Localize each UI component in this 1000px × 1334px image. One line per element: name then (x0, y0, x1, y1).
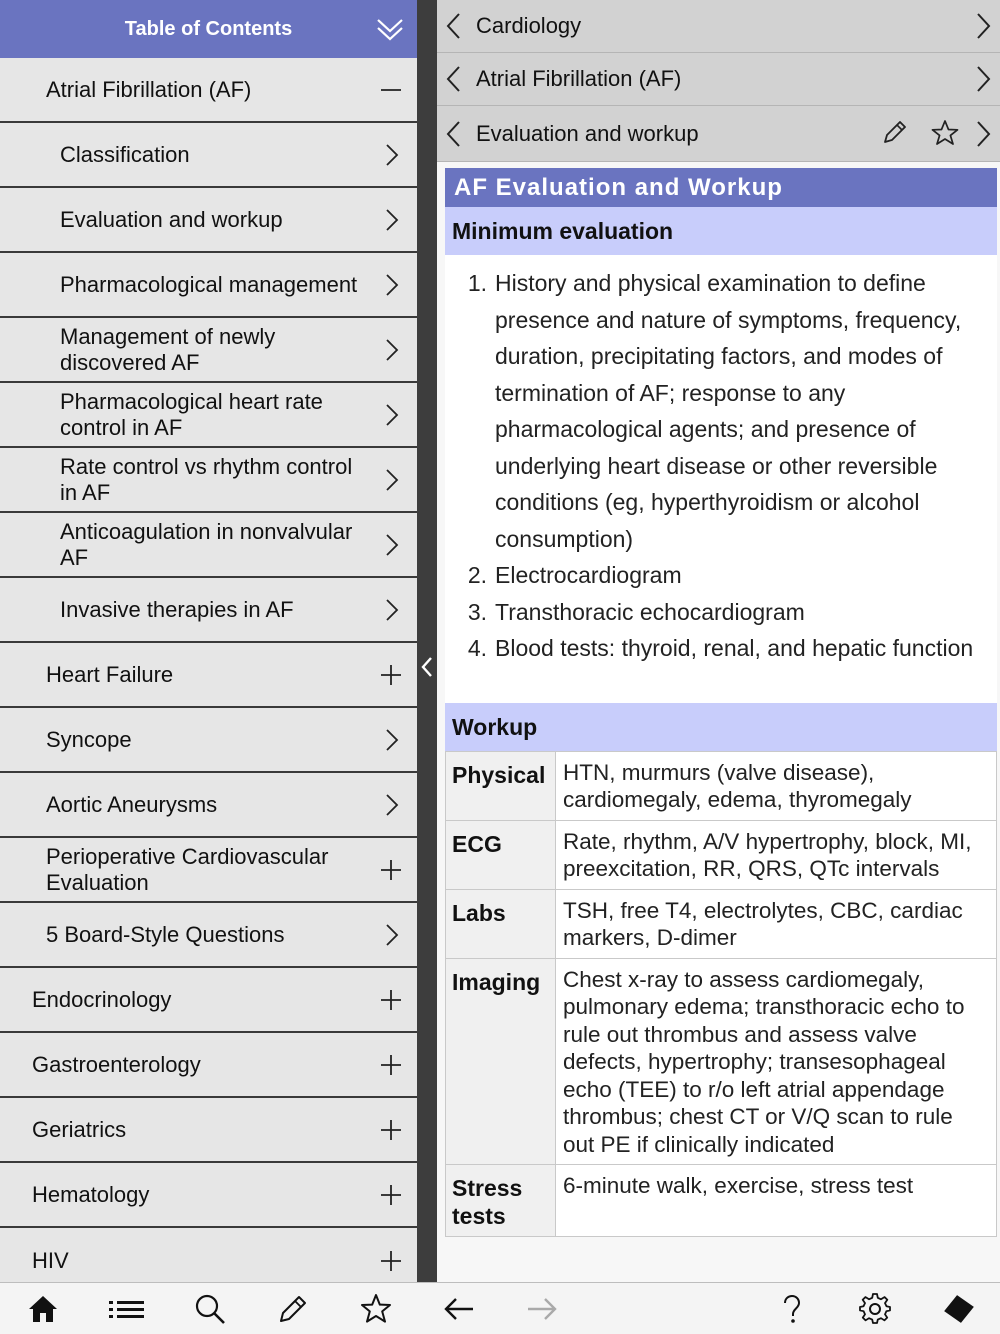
toc-item-perioperative-evaluation[interactable] (0, 838, 417, 903)
chevron-right-icon (379, 403, 403, 427)
pencil-icon[interactable] (880, 119, 908, 147)
toc-item-aortic-aneurysms[interactable] (0, 773, 417, 838)
chevron-left-icon[interactable] (420, 656, 434, 678)
chevron-right-icon (379, 468, 403, 492)
table-row (446, 820, 997, 889)
plus-icon[interactable] (379, 858, 403, 882)
breadcrumb-cardiology[interactable] (437, 0, 1000, 53)
plus-icon[interactable] (379, 1183, 403, 1207)
chevron-right-icon[interactable] (972, 120, 994, 148)
table-row (446, 1165, 997, 1237)
toc-item-endocrinology[interactable] (0, 968, 417, 1033)
plus-icon[interactable] (379, 988, 403, 1012)
list-item (455, 265, 989, 557)
toc-header (0, 0, 417, 58)
section-heading-minimum-evaluation: Minimum evaluation (445, 207, 997, 255)
toc-item-evaluation-and-workup[interactable] (0, 188, 417, 253)
toc-item-hiv[interactable] (0, 1228, 417, 1282)
chevron-right-icon (379, 598, 403, 622)
toc-item-label: Gastroenterology (32, 1051, 201, 1077)
diamond-icon[interactable] (942, 1293, 976, 1325)
breadcrumb-label: Evaluation and workup (476, 120, 699, 146)
home-icon[interactable] (27, 1293, 59, 1325)
chevron-right-icon (379, 338, 403, 362)
minimum-evaluation-list (445, 255, 997, 681)
star-icon[interactable] (360, 1293, 392, 1325)
toc-item-label: Aortic Aneurysms (46, 791, 218, 817)
toc-item-label: 5 Board-Style Questions (46, 921, 285, 947)
pane-divider[interactable] (417, 0, 437, 1282)
toc-item-heart-rate-control[interactable] (0, 383, 417, 448)
breadcrumb-evaluation-and-workup[interactable] (437, 106, 1000, 162)
list-text: Transthoracic echocardiogram (495, 598, 805, 625)
workup-value: Chest x-ray to assess cardiomegaly, pulmonary edema; transthoracic echo to rule out thrombus and assess valve defects, hypertrophy; transesophageal echo (TEE) to r/o left atrial appendage thrombus; chest CT or V/Q scan to rule out PE if clinically indicated (556, 958, 997, 1165)
star-icon[interactable] (930, 118, 960, 148)
gear-icon[interactable] (859, 1293, 891, 1325)
workup-key: Labs (446, 889, 556, 958)
workup-value: 6-minute walk, exercise, stress test (556, 1165, 997, 1237)
toc-item-label: Evaluation and workup (60, 206, 283, 232)
plus-icon[interactable] (379, 1249, 403, 1273)
toc-item-anticoagulation[interactable] (0, 513, 417, 578)
toc-title: Table of Contents (124, 17, 293, 40)
list-icon[interactable] (108, 1293, 146, 1325)
workup-key: Imaging (446, 958, 556, 1165)
toc-item-label: Syncope (46, 726, 132, 752)
toc-item-label: Hematology (32, 1181, 150, 1207)
toc-item-atrial-fibrillation[interactable] (0, 58, 417, 123)
table-row (446, 751, 997, 820)
back-arrow-icon[interactable] (443, 1293, 475, 1325)
toc-item-geriatrics[interactable] (0, 1098, 417, 1163)
article (445, 168, 997, 1237)
toc-item-heart-failure[interactable] (0, 643, 417, 708)
list-number: 2. (467, 562, 487, 588)
chevron-right-icon (379, 143, 403, 167)
toc-item-label: Perioperative Cardiovascular Evaluation (46, 843, 329, 895)
workup-value: TSH, free T4, electrolytes, CBC, cardiac markers, D-dimer (556, 889, 997, 958)
workup-key: ECG (446, 820, 556, 889)
toc-item-management-newly-discovered-af[interactable] (0, 318, 417, 383)
chevron-right-icon (379, 728, 403, 752)
pencil-icon[interactable] (277, 1293, 309, 1325)
toc-item-label: Invasive therapies in AF (60, 596, 294, 622)
list-item (455, 630, 989, 667)
toc-item-label: Classification (60, 141, 190, 167)
chevron-left-icon[interactable] (443, 12, 465, 40)
workup-table (445, 751, 997, 1238)
chevron-right-icon (379, 923, 403, 947)
workup-key: Stress tests (446, 1165, 556, 1237)
toc-item-label: Endocrinology (32, 986, 172, 1012)
plus-icon[interactable] (379, 1053, 403, 1077)
chevron-right-icon[interactable] (972, 65, 994, 93)
plus-icon[interactable] (379, 1118, 403, 1142)
search-icon[interactable] (194, 1293, 226, 1325)
toc-item-classification[interactable] (0, 123, 417, 188)
toc-item-syncope[interactable] (0, 708, 417, 773)
breadcrumb-label: Cardiology (476, 13, 582, 38)
toc-item-label: Management of newly discovered AF (60, 323, 276, 375)
toc-item-label: Rate control vs rhythm control in AF (60, 453, 353, 505)
breadcrumb-atrial-fibrillation[interactable] (437, 53, 1000, 106)
double-chevron-down-icon[interactable] (375, 14, 405, 44)
toc-item-invasive-therapies[interactable] (0, 578, 417, 643)
workup-value: HTN, murmurs (valve disease), cardiomegaly, edema, thyromegaly (556, 751, 997, 820)
table-of-contents-pane (0, 0, 417, 1282)
toc-item-hematology[interactable] (0, 1163, 417, 1228)
toc-item-label: HIV (32, 1247, 69, 1273)
toc-item-rate-vs-rhythm-control[interactable] (0, 448, 417, 513)
chevron-right-icon (379, 793, 403, 817)
list-number: 4. (467, 635, 487, 661)
toc-item-label: Heart Failure (46, 661, 174, 687)
forward-arrow-icon[interactable] (526, 1293, 558, 1325)
chevron-right-icon (379, 208, 403, 232)
toc-item-label: Pharmacological management (60, 271, 358, 297)
section-heading-workup: Workup (445, 703, 997, 751)
list-number: 3. (467, 598, 487, 625)
breadcrumb-label: Atrial Fibrillation (AF) (476, 66, 682, 91)
chevron-right-icon (379, 533, 403, 557)
chevron-left-icon[interactable] (443, 120, 465, 148)
toc-item-label: Geriatrics (32, 1116, 127, 1142)
workup-value: Rate, rhythm, A/V hypertrophy, block, MI, preexcitation, RR, QRS, QTc intervals (556, 820, 997, 889)
list-text: Electrocardiogram (495, 562, 682, 588)
content-pane (437, 0, 1000, 1282)
list-text: History and physical examination to define presence and nature of symptoms, frequency, duration, precipitating factors, and modes of termination of AF; response to any pharmacological agents; and presence of underlying heart disease or other reversible conditions (eg, hyperthyroidism or alcohol consumption) (495, 270, 962, 552)
help-icon[interactable] (776, 1293, 808, 1325)
table-row (446, 958, 997, 1165)
list-item (455, 557, 989, 594)
toc-item-gastroenterology[interactable] (0, 1033, 417, 1098)
chevron-left-icon[interactable] (443, 65, 465, 93)
list-item (455, 594, 989, 631)
list-text: Blood tests: thyroid, renal, and hepatic function (495, 635, 974, 661)
bottom-toolbar (0, 1282, 1000, 1334)
article-title: AF Evaluation and Workup (445, 168, 997, 207)
table-row (446, 889, 997, 958)
chevron-right-icon[interactable] (972, 12, 994, 40)
plus-icon[interactable] (379, 663, 403, 687)
spacer (445, 681, 997, 703)
workup-key: Physical (446, 751, 556, 820)
minus-icon[interactable] (379, 78, 403, 102)
chevron-right-icon (379, 273, 403, 297)
list-number: 1. (467, 270, 487, 296)
toc-item-label: Pharmacological heart rate control in AF (60, 388, 323, 440)
toc-item-label: Atrial Fibrillation (AF) (46, 76, 252, 102)
toc-item-label: Anticoagulation in nonvalvular AF (60, 518, 353, 570)
toc-item-pharmacological-management[interactable] (0, 253, 417, 318)
toc-item-board-questions[interactable] (0, 903, 417, 968)
